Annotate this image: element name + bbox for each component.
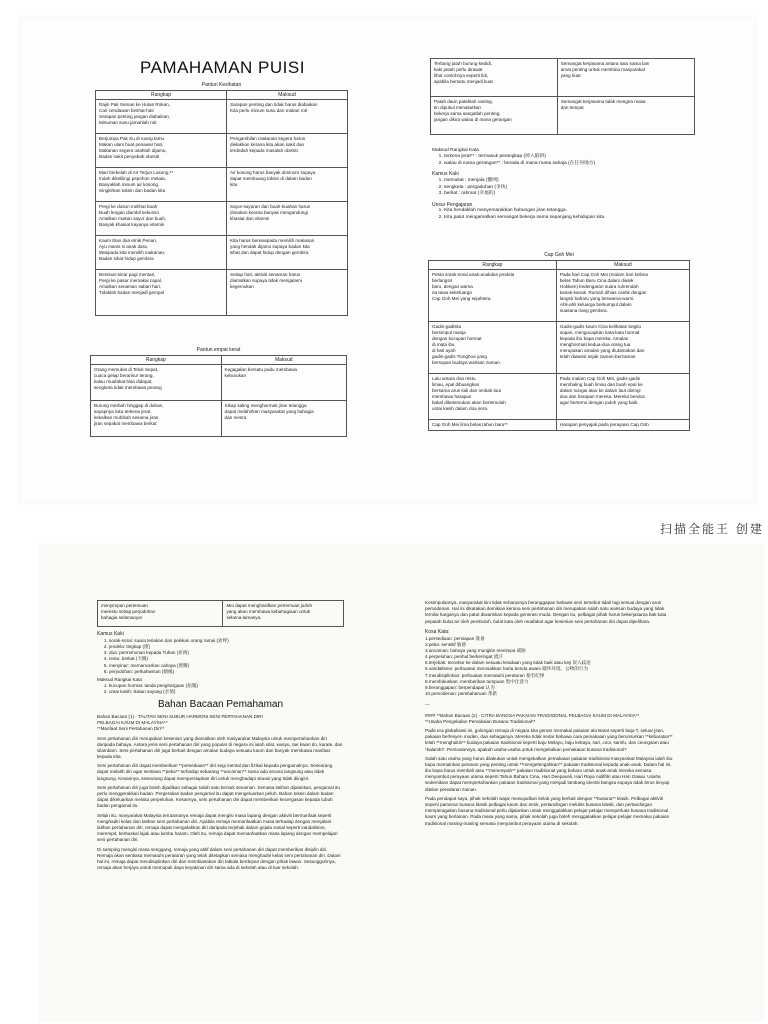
table-cell: Mari berkelah di Air Terjun Lusong,** Indah dikelilingi pepohon melata, Banyaklah minum air kosong, Singkirkan toksin dan badan kita xyxy=(96,168,227,202)
table-row xyxy=(429,374,690,420)
list-item: 3. berkat : rahmat (幸福的) xyxy=(444,191,697,197)
table-cell: Terbang jatuh burung kedidi, kaki patah perlu dirawat lihat contohnya seperti lidi, apabila bersatu menjadi kuat xyxy=(431,59,558,97)
unsur-heading: Unsur Pengajaran xyxy=(432,201,473,208)
maksud-heading: Maksud Rangkai Kata xyxy=(432,148,479,153)
table-row xyxy=(431,97,695,135)
table-cell: Kaum Iban dan etnik Penan, Ayu manis si anak dara, Waspada kita memilih makanan, Badan sihat hidup gembira xyxy=(96,236,227,270)
list-item: 1. kucupan hormat: tanda penghargaan (拍瑰) xyxy=(109,683,344,689)
list-item: 2. sengketa : pergaduhan (争执) xyxy=(444,185,697,191)
pantun-kerjasama-table xyxy=(430,58,695,135)
table-cell: Air kosong harus banyak diminum supaya dapat membuang toksin di dalam badan kita xyxy=(227,168,348,202)
kamus-heading: Kamus Kaki xyxy=(432,171,459,178)
list-item: 1. memukat : menjala (撒网) xyxy=(444,178,697,184)
list-item: 5.terjebak: tercebur ke dalam sesuatu keadaan yang tidak baik atau keji 误入歧途 xyxy=(425,660,591,666)
list-item: 4. restu: berkat (天赐) xyxy=(109,656,344,662)
maksud-list xyxy=(97,683,344,695)
table-row xyxy=(96,236,348,270)
list-item: 9.beranggapan: berpendapat 认为 xyxy=(425,685,495,690)
list-item: 1. Kita hendaklah menyemarakkan hubungan jiran tetangga. xyxy=(444,208,697,214)
table-row xyxy=(429,322,690,374)
table-cell: Pengambilan makanan segera harus dielakkan kerana kita akan sakit dan terdedah kepada masalah obesiti xyxy=(227,134,348,168)
paragraph: Di samping mengisi masa senggang, remaja yang aktif dalam seni pertahanan diri dapat memberikan disiplin diri. Remaja akan sentiasa mematuhi peraturan yang telah ditetapkan semasa menghadiri kelas seni pertahanan diri. Dalam hal ini, remaja dapat mendisiplinkan diri dan membiasakan diri tatkala berdepan dengan pihak lawan. Sesungguhnya, remaja akan berjaya untuk memupuk daya keyakinan diri sama ada di sekolah atau di luar sekolah. xyxy=(97,846,341,871)
table-cell: Pada malam Cap Goh Mei, gadis-gadis membaling buah limau dan buah epal ke dalam sungai atau ke dalam laut diiringi doa dan harapan mereka. Mereka berdoa agar bertemu dengan jodoh yang baik. xyxy=(556,374,689,420)
table-cell: Rajin Pak Seman ke Hutan Rokan, Cari cendawan beshat-hati Sarapan penting jangan diabaikan, Minuman susu jamahlah roti xyxy=(96,100,227,134)
list-item: 2. untai kasih: ikatan sayang (亲情) xyxy=(109,689,344,695)
paragraph: Salah satu usaha yang harus dilakukan untuk mengekalkan pemakaian pakaian tradisional masyarakat Malaysia ialah ibu bapa memainkan peranan yang penting untuk **mengetengahkan** pakaian tradisional kepada anak-anak. Dalam hal ini, ibu bapa harus membeli atau **menempah** pakaian tradisional yang baharu untuk anak-anak mereka semasa menyambut perayaan utama seperti Tahun Baharu Cina, Hari Deepavali, Hari Raya Aidilfitri atau Hari Gawai. Usaha sedemikian dapat mempertahankan pakaian tradisional yang menjadi lambang identiti bangsa supaya tidak terus lenyap ditelan peredaran zaman. xyxy=(425,755,673,792)
table-row xyxy=(429,270,690,322)
kamus-list xyxy=(97,638,344,675)
table-cell: Sarapan penting dan tidak harus diabaikan Kita perlu minum susu dan makan roti xyxy=(227,100,348,134)
table-cell: Kegagalan bersatu padu membawa keburukan xyxy=(221,365,346,401)
list-item: 1.persediaan: persiapan 准备 xyxy=(425,635,485,641)
table-cell: Orang memukat di Teluk Sepat, cuaca gelap berarisur terang, kalau muafakat bisa didapat, sengketa tidak membawa perang xyxy=(91,365,222,401)
bottom-right-column xyxy=(425,600,675,830)
table-row xyxy=(96,202,348,236)
table-cell: Harapan penyajak pada perayaan Cap Goh xyxy=(556,420,689,431)
pantun-empat-kerat-block xyxy=(90,347,347,437)
paragraph: Selain itu, masyarakat Malaysia terutamanya remaja dapat mengisi masa lapang dengan aktiviti bermanfaat seperti menghadiri kelas dan latihan seni pertahanan diri. Apabila remaja memanfaatkan masa terhadap dengan menjalani latihan pertahanan diri, remaja dapat mengelakkan diri daripada terjebak dalam gejala sosial seperti vandalisme, merempit, berbaskal lajak atau lumba haram. Oleh itu, remaja dapat memanfaatkan masa lapang dengan mempelajari seni pertahanan diri. xyxy=(97,812,338,843)
column-header: Maksud xyxy=(221,355,346,365)
cap-goh-mei-table xyxy=(428,260,690,431)
table-cell: Setiap hari, aktiviti senaman harus diamalkan supaya tidak mengalami kegemukan xyxy=(227,270,348,316)
list-item: 5. menyinar: memancarkan cahaya (照耀) xyxy=(109,663,344,669)
table-cell: Burung merbah hinggap di dahan, sayapnya luka terkena jerat, kekalkan muhibah sesama jiran, jiran sepakat membawa berkat xyxy=(91,401,222,437)
table-caption: Pantun empat kerat xyxy=(196,347,241,353)
table-row xyxy=(96,168,348,202)
paragraph: Seni pertahanan diri dapat memberikan **persediaan** diri segi mental dan fizikal kepada pengamalnya. Seseorang dapat melatih diri agar sentiasa **peka** terhadap sebarang **ancaman** sama ada secara langsung atau tidak langsung. Kesannya, seseorang dapat mempersiapkan diri untuk menghadapi situasi yang tidak diingini. xyxy=(97,763,333,781)
table-cell: Sayur-sayuran dan buah-buahan harus dimakan kerana banyak mengandungi khasiat dan vitamin xyxy=(227,202,348,236)
table-cell: menyimpan pertemuan merestu setiap perjodohan bahagia selamanya! xyxy=(98,601,223,627)
table-row xyxy=(429,420,690,431)
table-row xyxy=(91,365,347,401)
column-header: Rangkap xyxy=(91,355,222,365)
kamus-heading: Kamus Kaki xyxy=(97,631,124,637)
table-cell: Bersinar-sinar pagi mentari, Pergi ke pasar memakai capal, Amalkan senaman sabari hari, Tidaklah badan menjadi gempal xyxy=(96,270,227,316)
paragraph: Pada pendapat saya, pihak sekolah wajar mewujudkan kelab yang berkait dengan **busana** klasik. Pelbagai aktiviti seperti pameran busana klasik pelbagai kaum dan etnik, pertandingan melukis busana klasik, dan pertandingan memperagakan busana tradisional perlu dijalankan untuk menggalakkan pelajar-pelajar memperluas busana tradisional kaum yang berlainan. Pada masa yang sama, pihak sekolah juga boleh menggalakkan pelajar-pelajar memakai pakaian tradisional masing-masing semasa menyambut perayaan utama di sekolah. xyxy=(425,795,670,826)
column-header: Maksud xyxy=(227,90,348,100)
table-row xyxy=(96,134,348,168)
table-cell: Pergi ke dusun melihat buah Buah lengan diambil sekumin Amalkan makan sayur dan buah, Banyak khasiat kayanya vitamin xyxy=(96,202,227,236)
column-header: Rangkap xyxy=(429,260,557,270)
cap-goh-mei-continued-table xyxy=(97,600,344,627)
list-item: 10.pemodenan: pembaharuan 革新 xyxy=(425,691,498,697)
table-cell: Pesta sorak-sorai anak-anakdan jendela berlangsir baru, dengan warna ria tawa sekeluarga Cap Goh Mei yang sejahtera xyxy=(429,270,557,322)
page-title: PAMAHAMAN PUISI xyxy=(140,58,305,77)
table-cell: Patah daun patahlah ranting, tin dipukul menakutkan bekerja sama sangatlah penting, jangan dikira walau di mana gerangan xyxy=(431,97,558,135)
table-caption: Pantun Kesihatan xyxy=(201,82,242,88)
top-right-notes xyxy=(432,148,697,223)
kosa-kata-heading: Kosa Kata: xyxy=(425,628,450,635)
divider-dash: --- xyxy=(425,702,430,708)
list-item: 2. Kita patut mengamalkan semangat bekerja sama sepanjang kehidupan kita. xyxy=(444,215,697,221)
list-item: 6.vandalisme: perbuatan merosakkan harta benda awam 破坏环境、公物的行为 xyxy=(425,666,589,672)
cap-goh-mei-block xyxy=(428,252,690,431)
list-item: 6. perjodohan: perkahwinan (姻缘) xyxy=(109,669,344,675)
list-item: 2.peka: sensitif 敏感 xyxy=(425,641,467,647)
unsur-list xyxy=(432,208,697,221)
scanner-watermark: 扫描全能王 创建 xyxy=(660,522,764,536)
list-item: 2. jendela: tingkap (窗) xyxy=(109,644,344,650)
maksud-list xyxy=(432,154,697,167)
list-item: 1. terkena jerat** : termasuk perangkap (掉入陷阱) xyxy=(444,154,697,160)
list-item: 7.mendisiplinkan: perbuatan mematuhi peraturan 使有纪律 xyxy=(425,672,545,678)
table-cell: Semangat kerjasama antara satu sama lain amat penting untuk membina masyarakat yang kuat xyxy=(557,59,694,97)
paragraph: Seni pertahanan diri merupakan kesenian yang diamalkan oleh masyarakat Malaysia untuk mempertahankan diri daripada bahaya. Antara jenis seni pertahanan diri yang popular di negara ini ialah silat, wusyu, tae kwan do, karate, dan silambam. Seni pertahanan diri juga berkait dengan amalan budaya sesuatu kaum dan banyak membawa manfaat kepada kita. xyxy=(97,735,343,760)
pantun-empat-kerat-table xyxy=(90,355,347,438)
pantun-kesihatan-table xyxy=(95,90,348,317)
table-cell: Lalu antara doa restu limau, epal dibuangkan bersama arus kali dan ombak laut membawa harapan bakal diketemukan akan bertemulah untai kasih dalam doa sera. xyxy=(429,374,557,420)
article-heading: Bahan Bacaan (1) - TAUTAN SENI SUBUR HARMONI SENI PERTAHANAN DIRI PELBAGAI KAUM DI MALAYSIA** **Manfaat Seni Pertahanan Diri** xyxy=(97,713,263,732)
table-cell: Cap Goh Mei lima belas tahun baru** xyxy=(429,420,557,431)
list-item: 8.memfokuskan: memberikan tumpuan 集中注意力 xyxy=(425,678,529,684)
section-title: Bahan Bacaan Pemahaman xyxy=(157,699,284,711)
paragraph: Pada era globalisasi ini, golongan remaja di negara kita gemar memakai pakaian ala Barat seperti baju-T, seluar jean, pakaian berfesyen moden, dan sebagainya. Mereka tidak sedar bahawa cara pemakaian yang berunsurkan **kebaratan** telah **menghakis** budaya pakaian tradisional seperti baju Melayu, baju kebaya, sari, cooi, samfu, dan ceongsam atau *kalambi*. Persoalannya, apakah usaha-usaha untuk mengekalkan pemakaian busana tradisional? xyxy=(425,727,673,752)
paragraph: Seni pertahanan diri juga boleh dijadikan sebagai salah satu bentuk senaman. Semasa latihan dijalankan, pengamal itu perlu menggerakkan badan. Pergerakan badan pengamal itu dapat mengeluarkan peluh. Bahan toksin dalam badan dapat dikeluarkan melalui perpeluhan. Kesannya, seni pertahanan diri dapat memberikan kecergasan kepada tubuh badan pengamal itu. xyxy=(97,784,340,809)
list-item: 3. doa: permohonan kepada Tuhan (祈祷) xyxy=(109,650,344,656)
table-cell: Sikap saling menghormati jiran tetangga dapat melahirkan masyarakat yang bahagia dan mesra xyxy=(221,401,346,437)
table-row xyxy=(431,59,695,97)
table-row xyxy=(91,401,347,437)
list-item: 4.perpeluhan: perihal berkeringat 流汗 xyxy=(425,654,503,660)
table-cell: Berjumpa Pak Su di ruang tamu Makan ulam buat penawar hati, Makanan segera usahlah dijamu, Badan sakit penyebab obesiti xyxy=(96,134,227,168)
list-item: 3.ancaman: bahaya yang mungkin menimpa 威胁 xyxy=(425,647,526,653)
table-cell: Mei dapat menghasilkan pertemuan jodoh yang akan membawa kebahagiaan untuk selama-lamanya. xyxy=(223,601,344,627)
paragraph: Kesimpulannya, masyarakat kini tidak seharusnya beranggapan bahawa seni tersebut tidak lagi sesuai dengan arus pemodenan. Hal ini dikatakan demikian kerana seni pertahanan diri merupakan salah satu warisan budaya yang tidak ternilai harganya dan patut diwariskan kepada generasi muda. Dengan itu, pelbagai pihak harus bekerjasama bak kata pepatah bulat air oleh pembuluh, bulat kata oleh muafakat agar kesenian seni pertahanan diri dapat dipelihara. xyxy=(425,600,667,624)
kosa-kata-list xyxy=(425,636,675,698)
article-heading: #### **Bahan Bacaan (2) - CITRA BANGSA PAKAIAN TRADISIONAL PELBAGAI KAUM DI MALAYSIA** **Usaha Pengekalan Pemakaian Busana Tradisional** xyxy=(425,712,640,724)
pantun-kesihatan-block xyxy=(95,82,348,316)
table-caption: Cap Goh Mei xyxy=(544,252,574,258)
column-header: Maksud xyxy=(556,260,689,270)
column-header: Rangkap xyxy=(96,90,227,100)
table-cell: Gadis-gadisku bersimpul manja dengan kucupan hormat di mata ibu di hati ayah gadis-gadis Tionghoa yang bersopan budaya warisan zaman. xyxy=(429,322,557,374)
list-item: 1. sorak-sorai: suara teriakan dan pekikan orang ramai (欢呼) xyxy=(109,638,344,644)
table-row xyxy=(96,270,348,316)
table-cell: Kita harus berwaspada memilih makanan yang hendak dijamu supaya badan kita sihat dan dapat hidup dengan gembira xyxy=(227,236,348,270)
maksud-heading: Maksud Rangkai Kata xyxy=(97,676,142,682)
table-cell: Pada hari Cap Goh Mei (malam hari kelima belas Tahun Baru Cina dalam dialek Hokkien) kedengaran suara ruhrendah kanak-kanak. Rumah dihias cantik dengan langsir baharu yang berwarna-warni. Ahli-ahli keluarga berkumpul dalam suasana riang gembira. xyxy=(556,270,689,322)
table-cell: Semangat kerjasama tidak mengira masa dan tempat xyxy=(557,97,694,135)
table-row xyxy=(96,100,348,134)
table-cell: Gadis-gadis kaum Cina kelihatan begitu sopan, mengucapkan kata-kata hormat kepada ibu bapa mereka. Amalan menghormati kedua-dua orang tua merupakan amalan yang diutamakan dan telah diwarisi sejak zaman-berzaman xyxy=(556,322,689,374)
bottom-left-column xyxy=(97,600,344,874)
kerjasama-block xyxy=(430,58,695,135)
kamus-list xyxy=(432,178,697,197)
list-item: 2. walau di mana gerangan** : berada di mana-mana sahaja (在任何地方) xyxy=(444,161,697,167)
table-row xyxy=(98,601,344,627)
